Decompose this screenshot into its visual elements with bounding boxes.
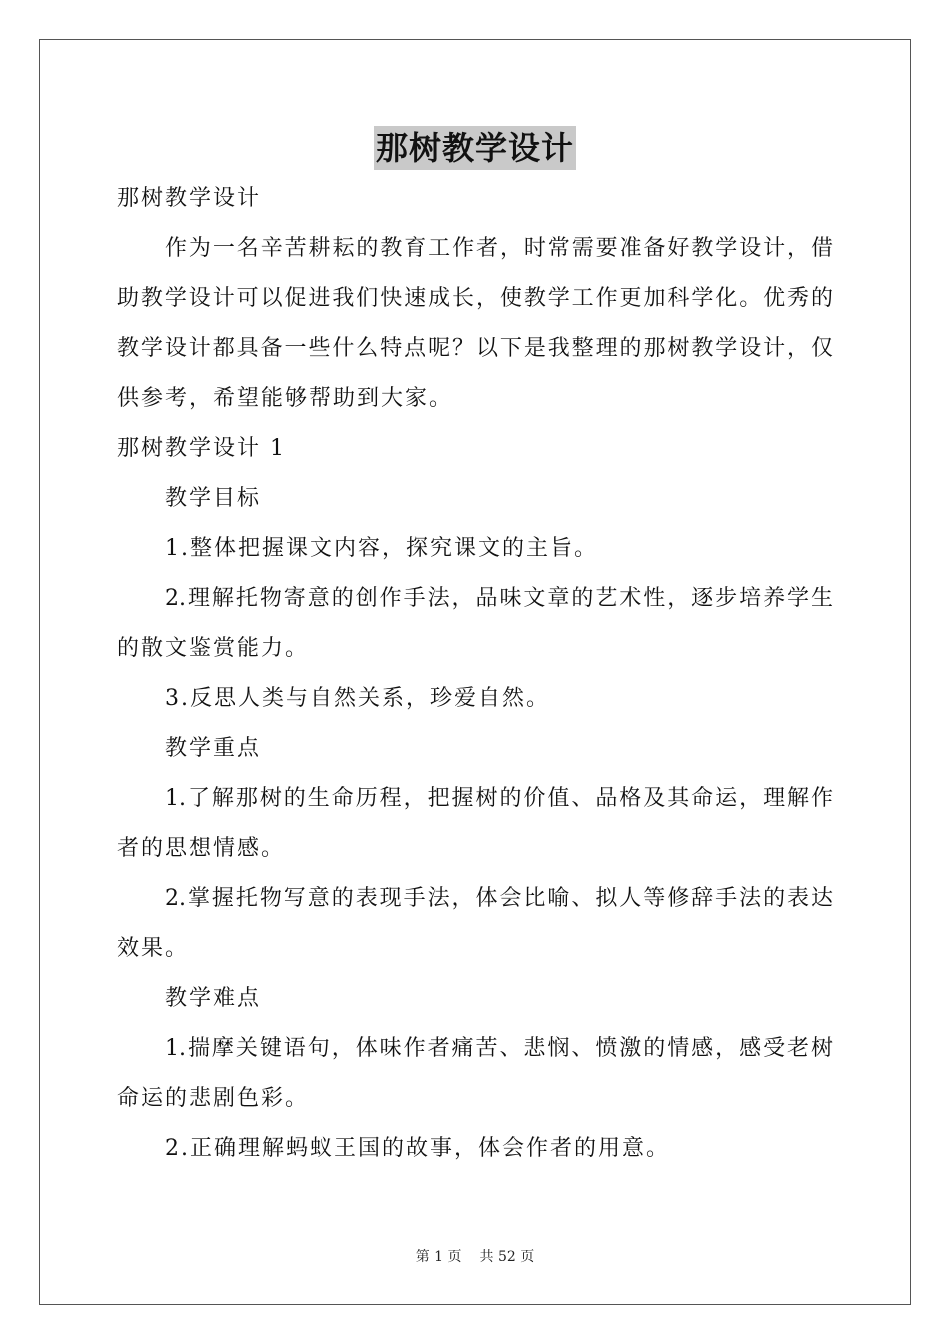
text-line: 助教学设计可以促进我们快速成长，使教学工作更加科学化。优秀的 [117,286,833,311]
text-line: 教学重点 [165,736,262,761]
text-line: 者的思想情感。 [117,836,286,861]
text-line: 2.理解托物寄意的创作手法，品味文章的艺术性，逐步培养学生 [165,586,833,611]
text-line: 效果。 [117,936,190,961]
document-title: 那树教学设计 [374,126,576,170]
text-line: 那树教学设计 [117,186,262,211]
text-line: 1.揣摩关键语句，体味作者痛苦、悲悯、愤激的情感，感受老树 [165,1036,833,1061]
page-total: 共 52 页 [479,1249,535,1265]
text-line: 作为一名辛苦耕耘的教育工作者，时常需要准备好教学设计，借 [165,236,833,261]
text-line: 教学难点 [165,986,262,1011]
page-footer [0,1247,950,1267]
page-number: 第 1 页 [415,1249,462,1265]
text-line: 1.整体把握课文内容，探究课文的主旨。 [165,536,598,561]
text-line: 2.正确理解蚂蚁王国的故事，体会作者的用意。 [165,1136,670,1161]
document-body [117,174,833,1174]
text-line: 教学设计都具备一些什么特点呢？以下是我整理的那树教学设计，仅 [117,336,833,361]
text-line: 的散文鉴赏能力。 [117,636,310,661]
text-line: 3.反思人类与自然关系，珍爱自然。 [165,686,550,711]
text-line: 那树教学设计 1 [117,436,286,461]
text-line: 命运的悲剧色彩。 [117,1086,310,1111]
text-line: 2.掌握托物写意的表现手法，体会比喻、拟人等修辞手法的表达 [165,886,833,911]
title-container [0,126,950,170]
text-line: 供参考，希望能够帮助到大家。 [117,386,454,411]
text-line: 1.了解那树的生命历程，把握树的价值、品格及其命运，理解作 [165,786,833,811]
text-line: 教学目标 [165,486,262,511]
